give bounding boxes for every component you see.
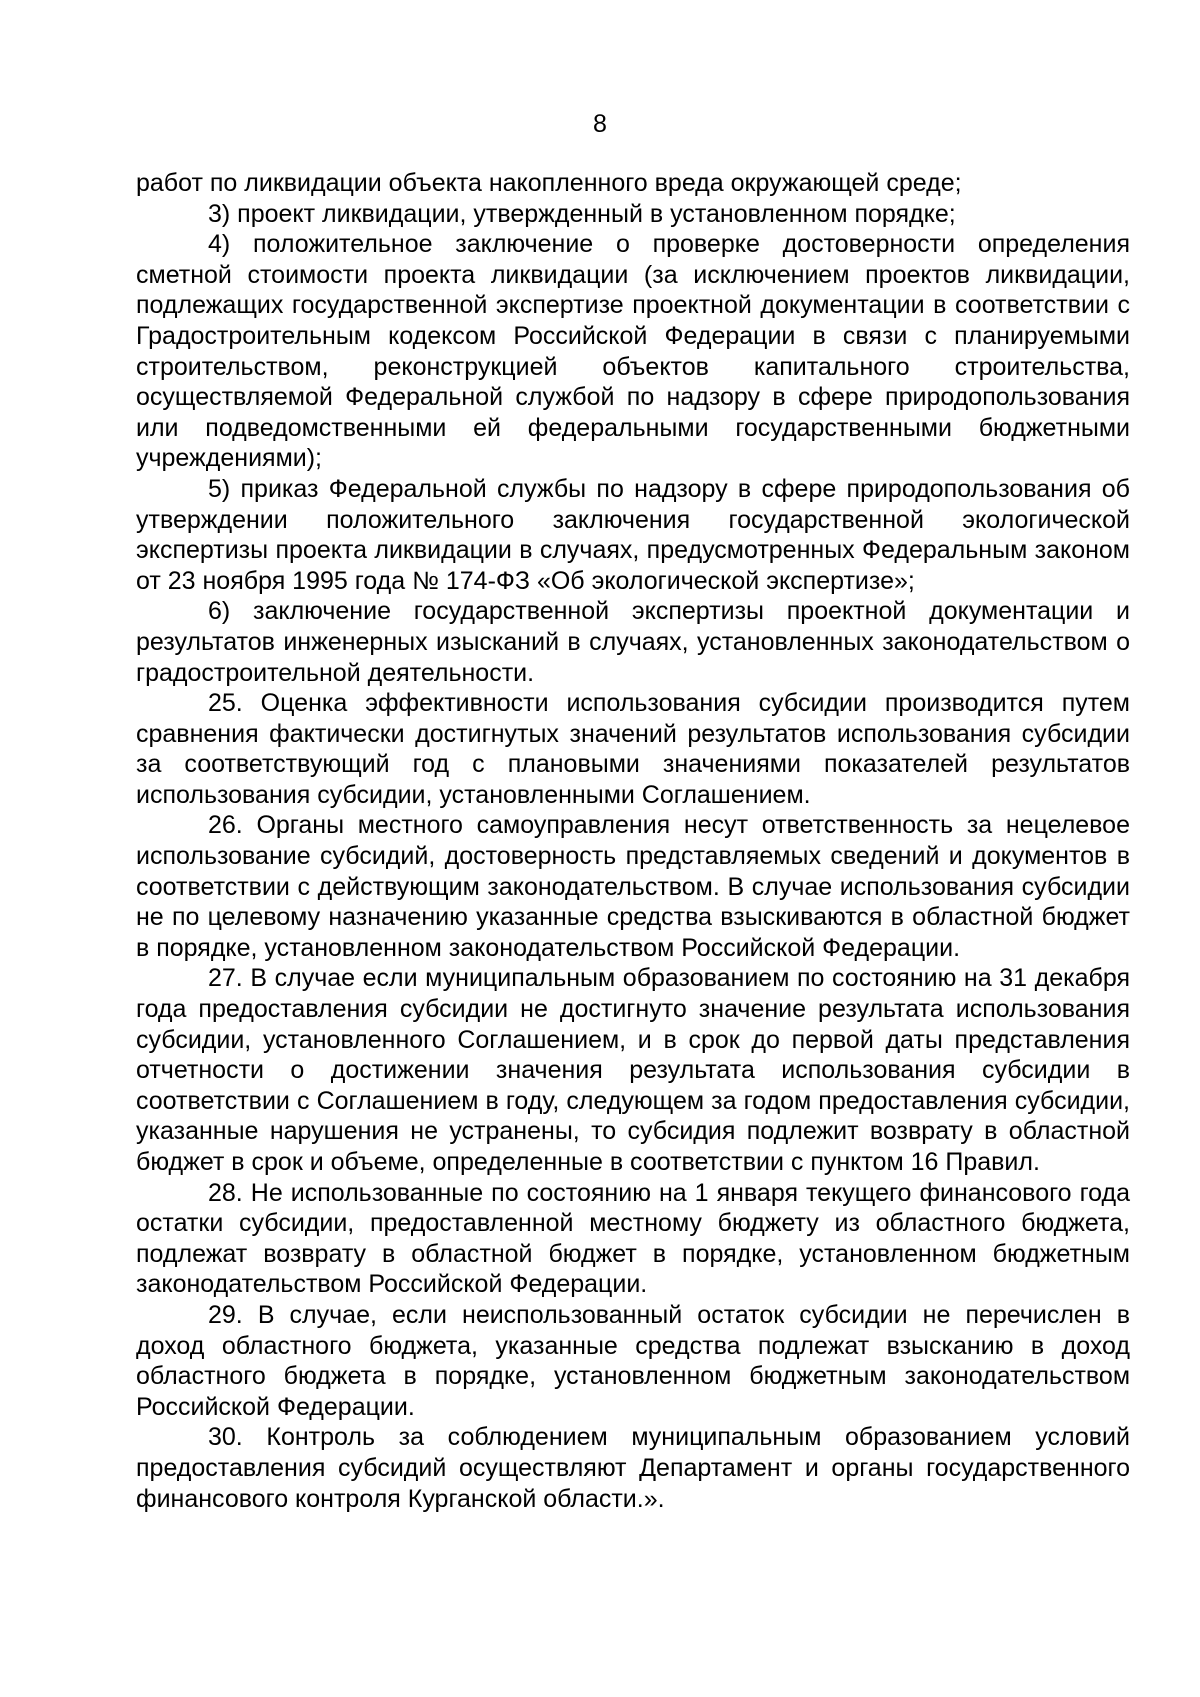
paragraph-item-4: 4) положительное заключение о проверке достоверности определения сметной стоимости проекта ликвидации (за исключением проектов ликвидации, подлежащих государственной экспертизе проектной документации в соответствии с Градостроительным кодексом Российской Федерации в связи с планируемыми строительством, реконструкцией объектов капитального строительства, осуществляемой Федеральной службой по надзору в сфере природопользования или подведомственными ей федеральными государственными бюджетными учреждениями); (136, 230, 1130, 473)
paragraph-25: 25. Оценка эффективности использования субсидии производится путем сравнения фактически достигнутых значений результатов использования субсидии за соответствующий год с плановыми значениями показателей результатов использования субсидии, установленными Соглашением. (136, 689, 1130, 809)
page-number: 8 (593, 110, 607, 138)
paragraph-item-5: 5) приказ Федеральной службы по надзору в сфере природопользования об утверждении положительного заключения государственной экологической экспертизы проекта ликвидации в случаях, предусмотренных Федеральным законом от 23 ноября 1995 года № 174-ФЗ «Об экологической экспертизе»; (136, 474, 1130, 595)
paragraph-item-6: 6) заключение государственной экспертизы проектной документации и результатов инженерных изысканий в случаях, установленных законодательством о градостроительной деятельности. (136, 597, 1130, 687)
paragraph-continuation: работ по ликвидации объекта накопленного вреда окружающей среде; (136, 169, 962, 197)
document-body (136, 168, 1130, 1514)
paragraph-29: 29. В случае, если неиспользованный остаток субсидии не перечислен в доход областного бюджета, указанные средства подлежат взысканию в доход областного бюджета в порядке, установленном бюджетным законодательством Российской Федерации. (136, 1300, 1130, 1421)
paragraph-28: 28. Не использованные по состоянию на 1 января текущего финансового года остатки субсидии, предоставленной местному бюджету из областного бюджета, подлежат возврату в областной бюджет в порядке, установленном бюджетным законодательством Российской Федерации. (136, 1178, 1130, 1299)
paragraph-30: 30. Контроль за соблюдением муниципальным образованием условий предоставления субсидий осуществляют Департамент и органы государственного финансового контроля Курганской области.». (136, 1423, 1130, 1513)
paragraph-26: 26. Органы местного самоуправления несут ответственность за нецелевое использование субсидий, достоверность представляемых сведений и документов в соответствии с действующим законодательством. В случае использования субсидии не по целевому назначению указанные средства взыскиваются в областной бюджет в порядке, установленном законодательством Российской Федерации. (136, 811, 1130, 962)
paragraph-item-3: 3) проект ликвидации, утвержденный в установленном порядке; (208, 199, 956, 228)
paragraph-27: 27. В случае если муниципальным образованием по состоянию на 31 декабря года предоставления субсидии не достигнуто значение результата использования субсидии, установленного Соглашением, и в срок до первой даты представления отчетности о достижении значения результата использования субсидии в соответствии с Соглашением в году, следующем за годом предоставления субсидии, указанные нарушения не устранены, то субсидия подлежит возврату в областной бюджет в срок и объеме, определенные в соответствии с пунктом 16 Правил. (136, 964, 1130, 1176)
